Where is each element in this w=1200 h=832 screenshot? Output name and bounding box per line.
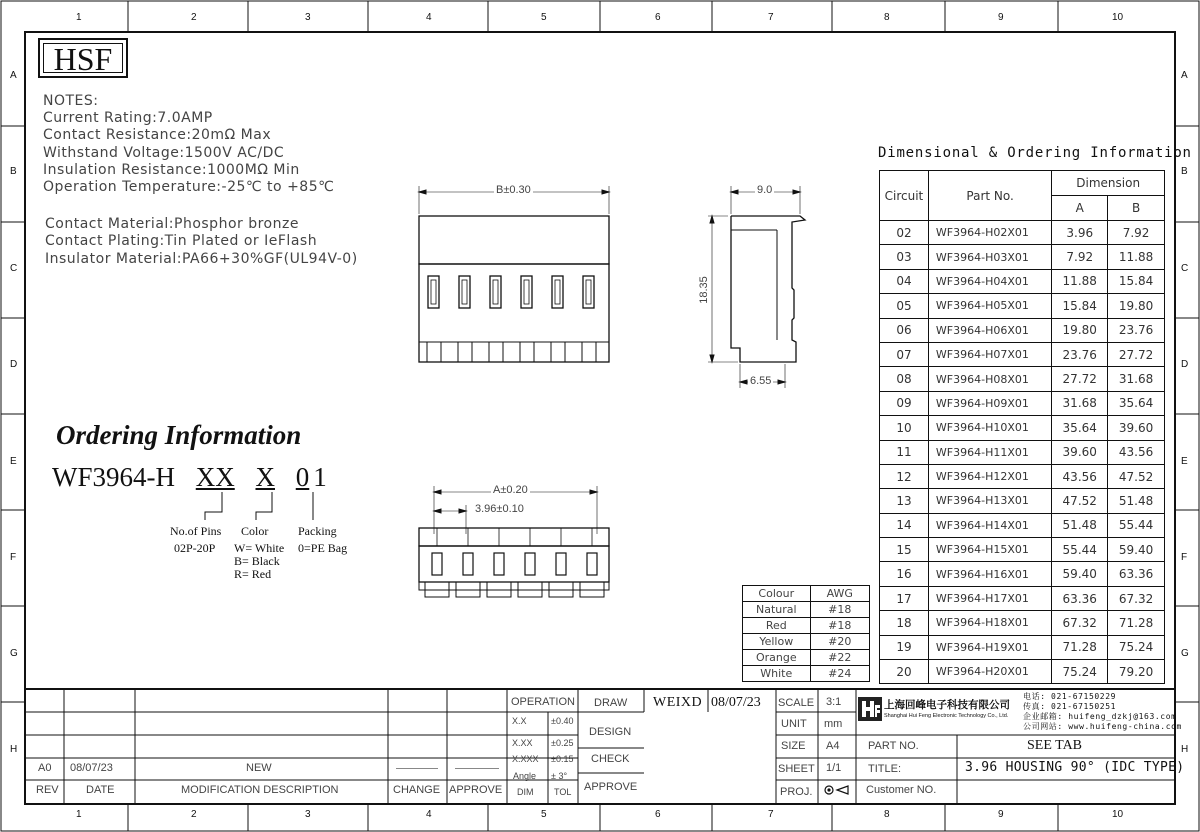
cell-a: 51.48: [1052, 513, 1108, 537]
pins-label: No.of Pins: [170, 524, 222, 538]
proj-label: PROJ.: [780, 786, 813, 798]
tol-dim-xx: X.X: [512, 716, 527, 726]
cell-part: WF3964-H04X01: [928, 269, 1051, 293]
cell-part: WF3964-H17X01: [928, 586, 1051, 610]
note-line: Contact Resistance:20mΩ Max: [43, 127, 272, 143]
code-suffix: 1: [313, 462, 327, 492]
col-header-dimension: Dimension: [1052, 171, 1165, 196]
cell-circuit: 13: [880, 489, 929, 513]
col-label-1: 1: [76, 12, 82, 23]
row-label-f: F: [10, 552, 17, 563]
cell-circuit: 06: [880, 318, 929, 342]
awg-header-colour: Colour: [743, 586, 811, 602]
part-no-label: PART NO.: [868, 740, 919, 752]
dim-655-label: 6.55: [750, 375, 772, 387]
tol-value-angle: ± 3°: [551, 771, 568, 781]
cell-b: 19.80: [1108, 294, 1165, 318]
cell-b: 63.36: [1108, 562, 1165, 586]
cell-part: WF3964-H10X01: [928, 416, 1051, 440]
tol-label: TOL: [554, 787, 572, 797]
change-sign-line: [396, 768, 438, 769]
tol-value-xx: ±0.40: [551, 716, 574, 726]
col-label-9: 9: [998, 12, 1004, 23]
row-label-b: B: [10, 166, 17, 177]
color-value-white: W= White: [234, 541, 285, 555]
cell-circuit: 12: [880, 464, 929, 488]
col-header-a: A: [1052, 196, 1108, 221]
cell-circuit: 10: [880, 416, 929, 440]
rev-date-value: 08/07/23: [70, 762, 113, 774]
col-label-1-bottom: 1: [76, 809, 82, 820]
change-label: CHANGE: [393, 784, 441, 796]
tol-value-xxx: ±0.25: [551, 738, 574, 748]
col-label-7-bottom: 7: [768, 809, 774, 820]
col-label-3: 3: [305, 12, 311, 23]
cell-a: 35.64: [1052, 416, 1108, 440]
awg-cell-colour: Natural: [743, 602, 811, 618]
cell-part: WF3964-H18X01: [928, 611, 1051, 635]
cell-part: WF3964-H20X01: [928, 660, 1051, 684]
col-header-part: Part No.: [928, 171, 1051, 221]
row-label-a: A: [10, 70, 17, 81]
cell-a: 11.88: [1052, 269, 1108, 293]
code-packing: 0: [295, 462, 310, 492]
col-label-2-bottom: 2: [191, 809, 197, 820]
cell-b: 51.48: [1108, 489, 1165, 513]
cell-a: 3.96: [1052, 221, 1108, 245]
cell-b: 35.64: [1108, 391, 1165, 415]
cell-circuit: 02: [880, 221, 929, 245]
row-label-g: G: [10, 648, 18, 659]
note-line: Insulation Resistance:1000MΩ Min: [43, 162, 300, 178]
row-label-f-right: F: [1181, 552, 1188, 563]
code-pins: XX: [195, 462, 235, 492]
cell-a: 55.44: [1052, 538, 1108, 562]
col-header-circuit: Circuit: [880, 171, 929, 221]
code-color: X: [255, 462, 275, 492]
cell-part: WF3964-H11X01: [928, 440, 1051, 464]
cell-circuit: 09: [880, 391, 929, 415]
cell-circuit: 17: [880, 586, 929, 610]
cell-b: 23.76: [1108, 318, 1165, 342]
col-label-8-bottom: 8: [884, 809, 890, 820]
scale-value: 3:1: [826, 696, 842, 708]
cell-b: 7.92: [1108, 221, 1165, 245]
company-name-cn: 上海回峰电子科技有限公司: [884, 699, 1010, 711]
tol-value-xxxx: ±0.15: [551, 754, 574, 764]
cell-a: 63.36: [1052, 586, 1108, 610]
col-label-8: 8: [884, 12, 890, 23]
cell-a: 23.76: [1052, 342, 1108, 366]
drawing-title-value: 3.96 HOUSING 90° (IDC TYPE): [965, 760, 1185, 775]
cell-a: 75.24: [1052, 660, 1108, 684]
approve-sign-line: [455, 768, 499, 769]
date-label: DATE: [86, 784, 115, 796]
row-label-c: C: [10, 263, 18, 274]
cell-b: 75.24: [1108, 635, 1165, 659]
cell-part: WF3964-H09X01: [928, 391, 1051, 415]
title-label: TITLE:: [868, 763, 902, 775]
cell-a: 27.72: [1052, 367, 1108, 391]
company-tel: 电话: 021-67150229: [1023, 692, 1117, 701]
dim-label: DIM: [517, 787, 534, 797]
sheet-label: SHEET: [778, 763, 815, 775]
color-label: Color: [241, 524, 269, 538]
col-label-4: 4: [426, 12, 432, 23]
cell-b: 15.84: [1108, 269, 1165, 293]
draw-label: DRAW: [594, 697, 628, 709]
cell-b: 43.56: [1108, 440, 1165, 464]
col-label-9-bottom: 9: [998, 809, 1004, 820]
awg-cell-colour: White: [743, 666, 811, 682]
dim-b-label: B±0.30: [496, 184, 531, 196]
modification-value: NEW: [246, 762, 272, 774]
cell-circuit: 05: [880, 294, 929, 318]
size-label: SIZE: [781, 740, 806, 752]
size-value: A4: [826, 740, 840, 752]
cell-part: WF3964-H02X01: [928, 221, 1051, 245]
awg-cell-colour: Red: [743, 618, 811, 634]
col-label-10-bottom: 10: [1112, 809, 1124, 820]
cell-a: 15.84: [1052, 294, 1108, 318]
packing-label: Packing: [298, 524, 337, 538]
projection-symbol-icon: [824, 784, 850, 796]
design-label: DESIGN: [589, 726, 632, 738]
cell-circuit: 14: [880, 513, 929, 537]
cell-part: WF3964-H05X01: [928, 294, 1051, 318]
tol-dim-angle: Angle: [513, 771, 537, 781]
awg-cell-awg: #20: [810, 634, 869, 650]
cell-a: 7.92: [1052, 245, 1108, 269]
col-label-5: 5: [541, 12, 547, 23]
cell-part: WF3964-H06X01: [928, 318, 1051, 342]
cell-a: 59.40: [1052, 562, 1108, 586]
cell-a: 67.32: [1052, 611, 1108, 635]
cell-part: WF3964-H16X01: [928, 562, 1051, 586]
company-email: 企业邮箱: huifeng_dzkj@163.com: [1023, 712, 1177, 721]
cell-circuit: 20: [880, 660, 929, 684]
cell-circuit: 16: [880, 562, 929, 586]
color-value-red: R= Red: [234, 567, 272, 581]
logo-text: HSF: [53, 41, 113, 77]
approve-label: APPROVE: [449, 784, 503, 796]
awg-cell-awg: #22: [810, 650, 869, 666]
awg-cell-colour: Yellow: [743, 634, 811, 650]
cell-a: 39.60: [1052, 440, 1108, 464]
note-line: Withstand Voltage:1500V AC/DC: [43, 145, 285, 161]
company-web: 公司网站: www.huifeng-china.com: [1023, 722, 1182, 731]
unit-label: UNIT: [781, 718, 807, 730]
row-label-h-right: H: [1181, 744, 1189, 755]
cell-circuit: 03: [880, 245, 929, 269]
modification-label: MODIFICATION DESCRIPTION: [181, 784, 339, 796]
col-label-6-bottom: 6: [655, 809, 661, 820]
col-label-6: 6: [655, 12, 661, 23]
dim-a-label: A±0.20: [493, 484, 528, 496]
cell-a: 31.68: [1052, 391, 1108, 415]
cell-b: 67.32: [1108, 586, 1165, 610]
dim-pitch-label: 3.96±0.10: [475, 503, 524, 515]
color-value-black: B= Black: [234, 554, 280, 568]
row-label-d-right: D: [1181, 359, 1189, 370]
row-label-b-right: B: [1181, 166, 1188, 177]
dim-9-label: 9.0: [757, 184, 773, 196]
packing-value: 0=PE Bag: [298, 541, 348, 555]
row-label-e-right: E: [1181, 456, 1188, 467]
cell-b: 31.68: [1108, 367, 1165, 391]
dim-1835-label: 18.35: [697, 276, 710, 304]
cell-part: WF3964-H19X01: [928, 635, 1051, 659]
scale-label: SCALE: [778, 697, 815, 709]
cell-circuit: 08: [880, 367, 929, 391]
check-label: CHECK: [591, 753, 630, 765]
part-no-value: SEE TAB: [1027, 738, 1083, 753]
awg-cell-awg: #18: [810, 602, 869, 618]
cell-a: 19.80: [1052, 318, 1108, 342]
sheet-value: 1/1: [826, 762, 842, 774]
cell-b: 59.40: [1108, 538, 1165, 562]
note-line: Current Rating:7.0AMP: [43, 110, 213, 126]
company-fax: 传真: 021-67150251: [1023, 702, 1117, 711]
code-prefix: WF3964-H: [52, 462, 175, 492]
cell-b: 71.28: [1108, 611, 1165, 635]
ordering-title: Ordering Information: [56, 420, 302, 450]
notes-heading: NOTES:: [43, 93, 99, 109]
awg-cell-awg: #18: [810, 618, 869, 634]
material-line: Insulator Material:PA66+30%GF(UL94V-0): [45, 251, 358, 267]
cell-part: WF3964-H08X01: [928, 367, 1051, 391]
cell-b: 11.88: [1108, 245, 1165, 269]
col-label-4-bottom: 4: [426, 809, 432, 820]
cell-circuit: 04: [880, 269, 929, 293]
row-label-g-right: G: [1181, 648, 1189, 659]
pins-value: 02P-20P: [174, 541, 216, 555]
col-label-2: 2: [191, 12, 197, 23]
dimension-table-title: Dimensional & Ordering Information: [878, 145, 1192, 161]
awg-cell-awg: #24: [810, 666, 869, 682]
col-label-3-bottom: 3: [305, 809, 311, 820]
cell-circuit: 18: [880, 611, 929, 635]
cell-a: 43.56: [1052, 464, 1108, 488]
cell-b: 27.72: [1108, 342, 1165, 366]
cell-circuit: 07: [880, 342, 929, 366]
cell-a: 71.28: [1052, 635, 1108, 659]
row-label-e: E: [10, 456, 17, 467]
unit-value: mm: [824, 718, 843, 730]
rev-value: A0: [38, 762, 52, 774]
note-line: Operation Temperature:-25℃ to +85℃: [43, 179, 335, 195]
cell-part: WF3964-H15X01: [928, 538, 1051, 562]
cell-circuit: 15: [880, 538, 929, 562]
cell-part: WF3964-H13X01: [928, 489, 1051, 513]
col-label-7: 7: [768, 12, 774, 23]
draw-date: 08/07/23: [711, 695, 761, 710]
row-label-d: D: [10, 359, 18, 370]
cell-b: 39.60: [1108, 416, 1165, 440]
col-label-5-bottom: 5: [541, 809, 547, 820]
cell-part: WF3964-H03X01: [928, 245, 1051, 269]
awg-cell-colour: Orange: [743, 650, 811, 666]
cell-a: 47.52: [1052, 489, 1108, 513]
awg-header-awg: AWG: [810, 586, 869, 602]
cell-b: 79.20: [1108, 660, 1165, 684]
col-label-10: 10: [1112, 12, 1124, 23]
drawer-name: WEIXD: [653, 695, 703, 710]
approve2-label: APPROVE: [584, 781, 638, 793]
cell-circuit: 11: [880, 440, 929, 464]
cell-b: 55.44: [1108, 513, 1165, 537]
row-label-h: H: [10, 744, 18, 755]
material-line: Contact Plating:Tin Plated or IeFlash: [45, 233, 318, 249]
col-header-b: B: [1108, 196, 1165, 221]
cell-part: WF3964-H14X01: [928, 513, 1051, 537]
customer-no-label: Customer NO.: [866, 784, 937, 796]
row-label-a-right: A: [1181, 70, 1188, 81]
company-name-en: Shanghai Hui Feng Electronic Technology Co., Ltd.: [884, 713, 1009, 719]
tol-dim-xxxx: X.XXX: [512, 754, 539, 764]
cell-part: WF3964-H12X01: [928, 464, 1051, 488]
material-line: Contact Material:Phosphor bronze: [45, 216, 299, 232]
cell-circuit: 19: [880, 635, 929, 659]
operation-label: OPERATION: [511, 696, 575, 708]
cell-b: 47.52: [1108, 464, 1165, 488]
cell-part: WF3964-H07X01: [928, 342, 1051, 366]
rev-label: REV: [36, 784, 59, 796]
company-emblem-icon: [858, 697, 882, 721]
row-label-c-right: C: [1181, 263, 1189, 274]
tol-dim-xxx: X.XX: [512, 738, 533, 748]
